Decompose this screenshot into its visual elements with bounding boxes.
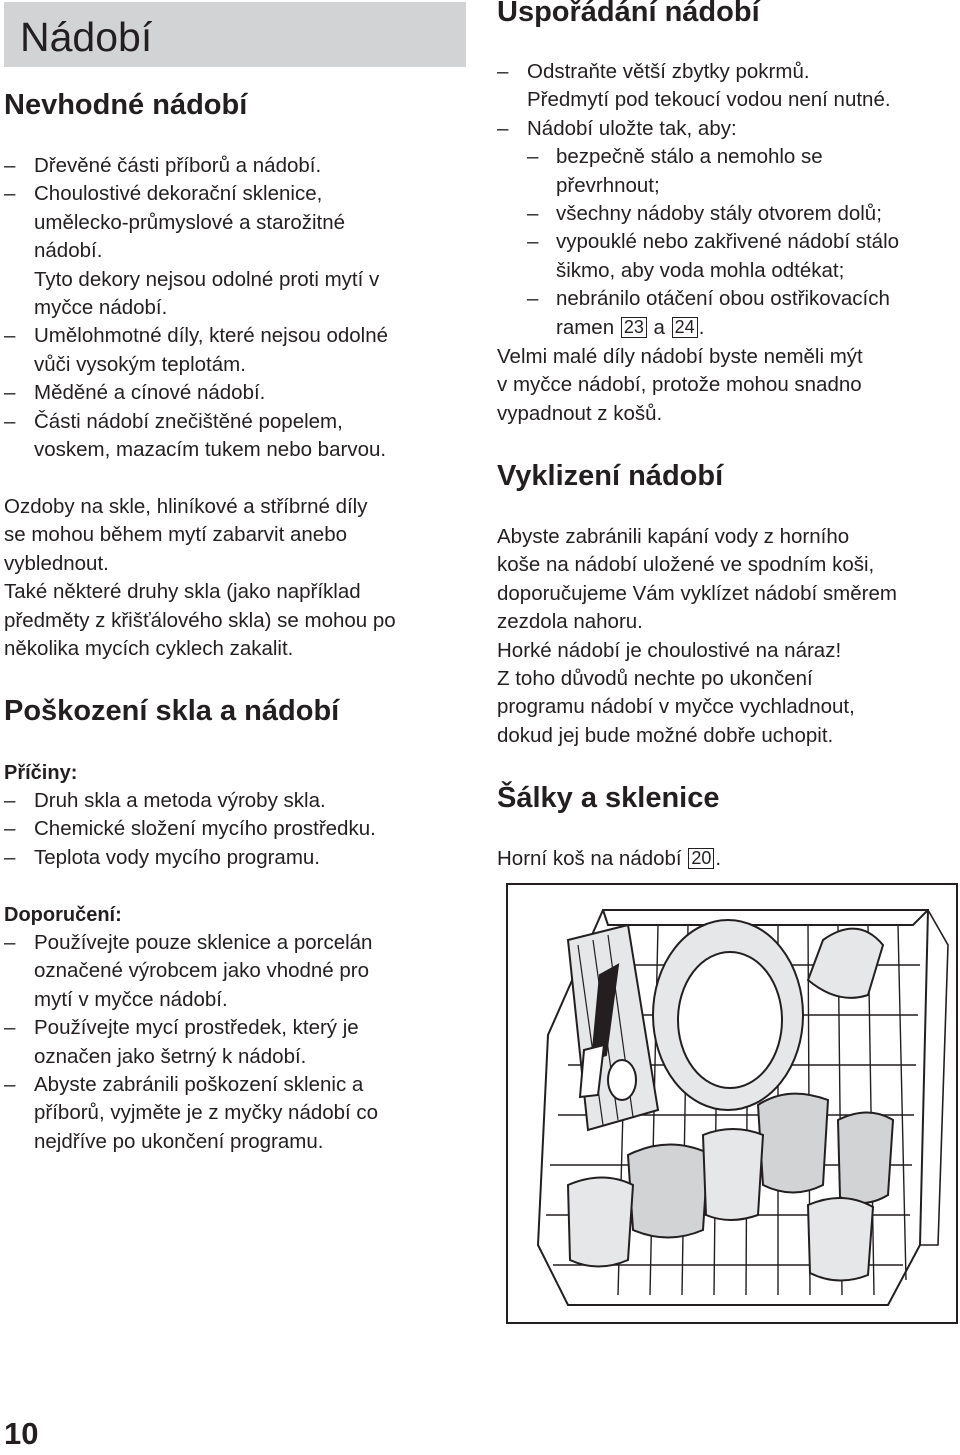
recommend-label: Doporučení:	[4, 904, 122, 926]
list-item: – Měděné a cínové nádobí.	[4, 379, 388, 407]
unsuitable-heading: Nevhodné nádobí	[4, 89, 248, 121]
arranging-heading: Uspořádání nádobí	[497, 0, 760, 28]
unloading-heading: Vyklizení nádobí	[497, 460, 724, 492]
unsuitable-note: Ozdoby na skle, hliníkové a stříbrné díly se mohou během mytí zabarvit anebo vyblednout. Také některé druhy skla (jako například předměty z křišťálového skla) se mohou po několika mycích cyklech zakalit.	[4, 495, 396, 661]
page-number: 10	[4, 1416, 39, 1451]
list-item: – Umělohmotné díly, které nejsou odolné vůči vysokým teplotám.	[4, 322, 388, 379]
list-item: – Druh skla a metoda výroby skla.	[4, 787, 376, 815]
basket-drawing	[508, 885, 956, 1322]
list-item: – Odstraňte větší zbytky pokrmů. Předmytí pod tekoucí vodou není nutné.	[497, 58, 899, 115]
arranging-sublist	[527, 143, 899, 342]
list-item: – Používejte mycí prostředek, který je označen jako šetrný k nádobí.	[4, 1014, 378, 1071]
unsuitable-list	[4, 152, 388, 464]
unloading-text: Abyste zabránili kapání vody z horního koše na nádobí uložené ve spodním koši, doporučujeme Vám vyklízet nádobí směrem zezdola nahoru. Horké nádobí je choulostivé na náraz! Z toho důvodů nechte po ukončení programu nádobí v myčce vychladnout, dokud jej bude možné dobře uchopit.	[497, 525, 897, 747]
arranging-note: Velmi malé díly nádobí byste neměli mýt v myčce nádobí, protože mohou snadno vypadnout z košů.	[497, 345, 863, 425]
list-item: – Používejte pouze sklenice a porcelán označené výrobcem jako vhodné pro mytí v myčce nádobí.	[4, 929, 378, 1014]
list-item: – vypouklé nebo zakřivené nádobí stálo šikmo, aby voda mohla odtékat;	[527, 228, 899, 285]
list-item: – Choulostivé dekorační sklenice, umělecko-průmyslové a starožitné nádobí. Tyto dekory nejsou odolné proti mytí v myčce nádobí.	[4, 180, 388, 322]
damage-heading: Poškození skla a nádobí	[4, 695, 340, 727]
list-item: – Části nádobí znečištěné popelem, voskem, mazacím tukem nebo barvou.	[4, 408, 388, 465]
cups-heading: Šálky a sklenice	[497, 782, 720, 814]
chapter-title: Nádobí	[20, 14, 153, 60]
list-item: – bezpečně stálo a nemohlo se převrhnout;	[527, 143, 899, 200]
list-item: – všechny nádoby stály otvorem dolů;	[527, 200, 899, 228]
chapter-header	[4, 2, 466, 67]
list-item: – Dřevěné části příborů a nádobí.	[4, 152, 388, 180]
list-item: – nebránilo otáčení obou ostřikovacích ramen 23 a 24 .	[527, 285, 899, 342]
part-number-box: 20	[688, 848, 714, 869]
causes-list	[4, 787, 376, 872]
causes-label: Příčiny:	[4, 762, 78, 784]
list-item: – Teplota vody mycího programu.	[4, 844, 376, 872]
list-item: – Chemické složení mycího prostředku.	[4, 815, 376, 843]
upper-basket-illustration	[506, 883, 958, 1324]
arranging-list	[497, 58, 899, 342]
cups-text: Horní koš na nádobí 20 .	[497, 847, 722, 870]
recommend-list	[4, 929, 378, 1156]
list-item: – Abyste zabránili poškození sklenic a příborů, vyjměte je z myčky nádobí co nejdříve po ukončení programu.	[4, 1071, 378, 1156]
part-number-box: 23	[621, 317, 647, 338]
list-item: – Nádobí uložte tak, aby: – bezpečně stálo a nemohlo se převrhnout; – všechny nádoby stály otvorem dolů; – vypouklé nebo zakřivené nádobí stálo šikmo, aby voda mohla odtékat; – nebránilo otáčení obou ostřikovacích ramen 23 a 24 .	[497, 115, 899, 342]
part-number-box: 24	[672, 317, 698, 338]
